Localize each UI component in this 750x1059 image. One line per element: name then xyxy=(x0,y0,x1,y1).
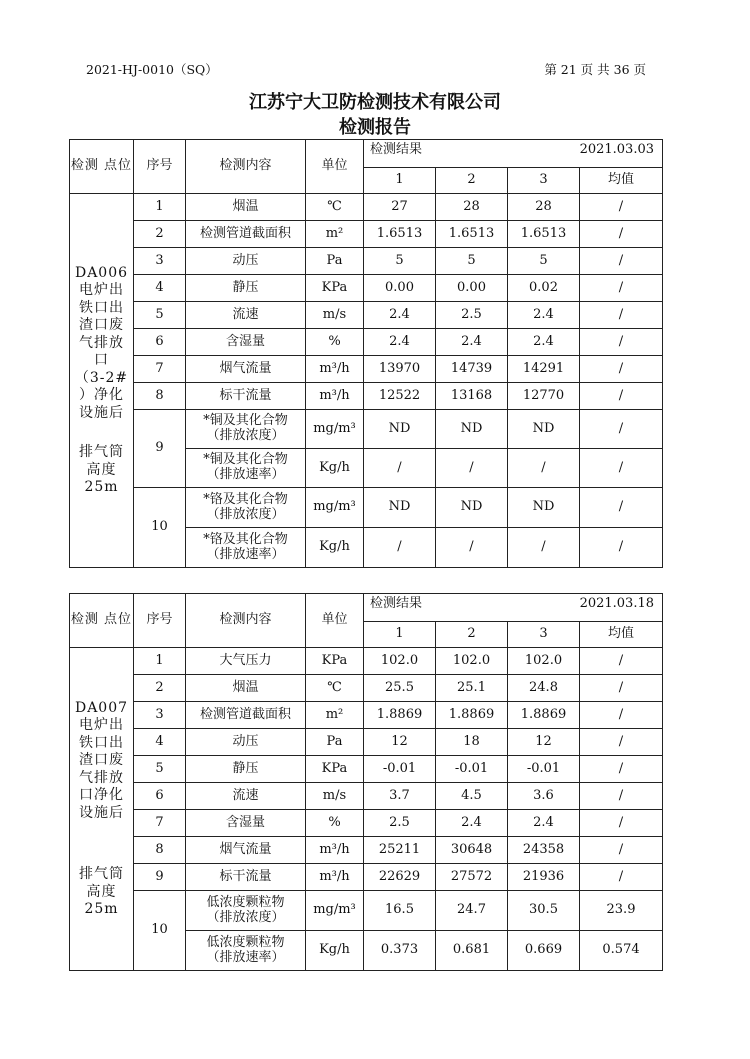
table-row: DA006 电炉出 铁口出 渣口废 气排放 口 （3-2# ）净化 设施后 排气筒 高度 25m 1 烟温 ℃ 27 28 28 / xyxy=(70,194,663,221)
header-no: 序号 xyxy=(134,140,186,194)
test-table-1 xyxy=(69,139,663,568)
table-row: 10 低浓度颗粒物 （排放浓度） mg/m³ 16.5 24.7 30.5 23.9 xyxy=(70,891,663,931)
sub-header-1: 1 xyxy=(364,168,436,194)
result-label: 检测结果 xyxy=(370,142,423,157)
table-row: 3 检测管道截面积 m² 1.8869 1.8869 1.8869 / xyxy=(70,702,663,729)
company-title: 江苏宁大卫防检测技术有限公司 xyxy=(249,92,501,113)
sub-header-1: 1 xyxy=(364,622,436,648)
table-row: DA007 电炉出 铁口出 渣口废 气排放 口净化 设施后 排气筒 高度 25m 1 大气压力 KPa 102.0 102.0 102.0 / xyxy=(70,648,663,675)
header-item: 检测内容 xyxy=(186,140,306,194)
header-point: 检测 点位 xyxy=(70,140,134,194)
test-date: 2021.03.18 xyxy=(579,596,654,611)
table-row: 8 标干流量 m³/h 12522 13168 12770 / xyxy=(70,383,663,410)
table-row: 4 动压 Pa 12 18 12 / xyxy=(70,729,663,756)
result-label: 检测结果 xyxy=(370,596,423,611)
table-row: 8 烟气流量 m³/h 25211 30648 24358 / xyxy=(70,837,663,864)
table-row: 6 流速 m/s 3.7 4.5 3.6 / xyxy=(70,783,663,810)
sub-header-avg: 均值 xyxy=(580,168,663,194)
header-unit: 单位 xyxy=(306,594,364,648)
report-title: 检测报告 xyxy=(339,117,411,138)
table-row: 6 含湿量 % 2.4 2.4 2.4 / xyxy=(70,329,663,356)
table-row: 7 含湿量 % 2.5 2.4 2.4 / xyxy=(70,810,663,837)
table-row: 2 烟温 ℃ 25.5 25.1 24.8 / xyxy=(70,675,663,702)
header-point: 检测 点位 xyxy=(70,594,134,648)
sub-header-2: 2 xyxy=(436,622,508,648)
test-table-2 xyxy=(69,593,663,971)
test-date: 2021.03.03 xyxy=(579,142,654,157)
report-number: 2021-HJ-0010（SQ） xyxy=(86,62,218,77)
location-cell: DA006 电炉出 铁口出 渣口废 气排放 口 （3-2# ）净化 设施后 排气筒 高度 25m xyxy=(70,194,134,568)
table-row: 5 静压 KPa -0.01 -0.01 -0.01 / xyxy=(70,756,663,783)
table-row: 9 *铜及其化合物 （排放浓度） mg/m³ ND ND ND / xyxy=(70,410,663,449)
sub-header-2: 2 xyxy=(436,168,508,194)
header-unit: 单位 xyxy=(306,140,364,194)
table-row: 10 *铬及其化合物 （排放浓度） mg/m³ ND ND ND / xyxy=(70,488,663,528)
table-row: 4 静压 KPa 0.00 0.00 0.02 / xyxy=(70,275,663,302)
sub-header-avg: 均值 xyxy=(580,622,663,648)
header-result xyxy=(364,140,663,168)
table-row: 低浓度颗粒物 （排放速率） Kg/h 0.373 0.681 0.669 0.574 xyxy=(70,931,663,971)
sub-header-3: 3 xyxy=(508,168,580,194)
table-row: *铜及其化合物 （排放速率） Kg/h / / / / xyxy=(70,449,663,488)
table-row: 2 检测管道截面积 m² 1.6513 1.6513 1.6513 / xyxy=(70,221,663,248)
header-result xyxy=(364,594,663,622)
table-row: 3 动压 Pa 5 5 5 / xyxy=(70,248,663,275)
page-number: 第 21 页 共 36 页 xyxy=(544,62,646,77)
table-row: 5 流速 m/s 2.4 2.5 2.4 / xyxy=(70,302,663,329)
sub-header-3: 3 xyxy=(508,622,580,648)
location-cell: DA007 电炉出 铁口出 渣口废 气排放 口净化 设施后 排气筒 高度 25m xyxy=(70,648,134,971)
header-item: 检测内容 xyxy=(186,594,306,648)
table-row: *铬及其化合物 （排放速率） Kg/h / / / / xyxy=(70,528,663,568)
header-no: 序号 xyxy=(134,594,186,648)
table-row: 7 烟气流量 m³/h 13970 14739 14291 / xyxy=(70,356,663,383)
table-row: 9 标干流量 m³/h 22629 27572 21936 / xyxy=(70,864,663,891)
